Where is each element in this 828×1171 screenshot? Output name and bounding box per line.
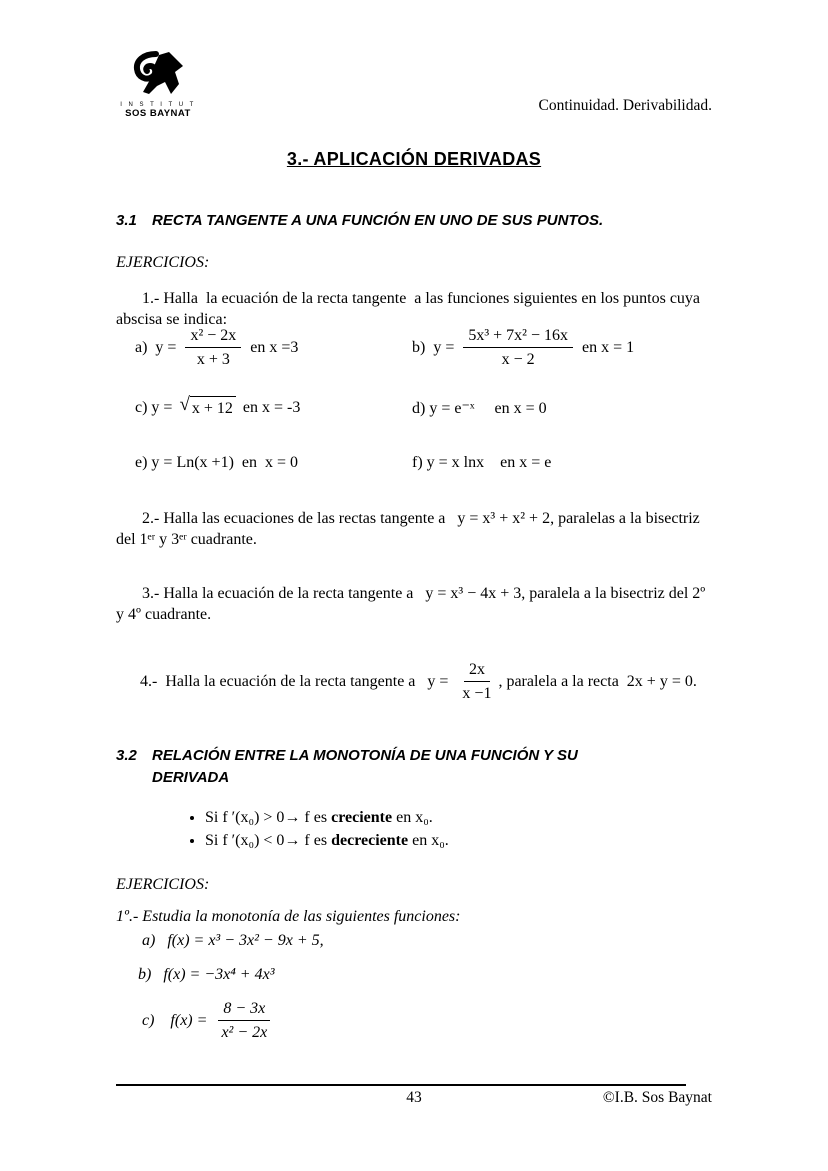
exercise-item-a xyxy=(135,326,395,369)
fraction-denominator: x + 3 xyxy=(196,351,230,368)
rule-keyword: decreciente xyxy=(331,832,409,849)
exercise-3: 3.- Halla la ecuación de la recta tangente a y = x³ − 4x + 3, paralela a la bisectriz del 2º y 4º cuadrante. xyxy=(116,585,710,623)
logo-text-institut: I N S T I T U T xyxy=(120,102,196,108)
fraction xyxy=(216,999,272,1042)
section-number: 3.2 xyxy=(116,747,137,764)
footer-divider xyxy=(116,1084,686,1086)
monotonia-item-c xyxy=(116,999,738,1042)
rule-pre: Si f ′(x₀) < 0→ f es xyxy=(205,832,332,849)
square-root xyxy=(179,396,235,418)
page-title xyxy=(0,149,828,170)
copyright-notice: ©I.B. Sos Baynat xyxy=(602,1089,712,1106)
section-number: 3.1 xyxy=(116,212,137,229)
exercise-item-e: e) y = Ln(x +1) en x = 0 xyxy=(135,454,299,471)
exercise-2: 2.- Halla las ecuaciones de las rectas tangente a y = x³ + x² + 2, paralelas a la bisectriz del 1ᵉʳ y 3ᵉʳ cuadrante. xyxy=(116,510,704,548)
exercise-4 xyxy=(116,660,712,703)
item-a-prefix: a) y = xyxy=(135,339,177,356)
rule-post: en x₀. xyxy=(408,832,449,849)
page-title-text: 3.- APLICACIÓN DERIVADAS xyxy=(286,149,542,169)
rule-creciente xyxy=(205,806,801,829)
item-b-prefix: b) y = xyxy=(412,339,455,356)
exercise-item-b xyxy=(412,326,712,369)
page-number: 43 xyxy=(406,1089,422,1106)
radicand: x + 12 xyxy=(190,396,236,418)
monotonia-rules-list xyxy=(116,806,801,852)
rule-pre: Si f ′(x₀) > 0→ f es xyxy=(205,809,332,826)
rule-keyword: creciente xyxy=(331,809,393,826)
running-header: Continuidad. Derivabilidad. xyxy=(538,97,712,114)
item-a-suffix: en x =3 xyxy=(250,339,299,356)
fraction-numerator: 2x xyxy=(464,660,490,682)
item-c-prefix: c) y = xyxy=(135,398,173,416)
exercise-4-suffix: , paralela a la recta 2x + y = 0. xyxy=(498,673,697,690)
fraction-denominator: x² − 2x xyxy=(221,1024,268,1041)
fraction-numerator: 8 − 3x xyxy=(218,999,270,1021)
ejercicios-label-1: EJERCICIOS: xyxy=(116,254,210,271)
fraction-denominator: x −1 xyxy=(462,685,492,702)
item-c2-prefix: c) f(x) = xyxy=(142,1012,208,1029)
exercise-4-prefix: 4.- Halla la ecuación de la recta tangente a y = xyxy=(140,673,449,690)
exercise-item-d: d) y = e⁻ˣ en x = 0 xyxy=(412,400,547,417)
monotonia-item-a: a) f(x) = x³ − 3x² − 9x + 5, xyxy=(142,932,324,949)
section-title-line-1: RELACIÓN ENTRE LA MONOTONÍA DE UNA FUNCIÓN Y SU xyxy=(152,747,578,764)
ram-logo-icon xyxy=(131,50,185,96)
section-title: RECTA TANGENTE A UNA FUNCIÓN EN UNO DE SUS PUNTOS. xyxy=(152,212,604,229)
ejercicios-label-2: EJERCICIOS: xyxy=(116,876,210,893)
section-3-1-heading xyxy=(116,210,712,232)
exercise-1-intro: 1.- Halla la ecuación de la recta tangente a las funciones siguientes en los puntos cuya abscisa se indica: xyxy=(116,290,705,328)
section-title-line-2: DERIVADA xyxy=(152,769,230,786)
section-title xyxy=(152,745,578,789)
exercise-item-c xyxy=(135,396,395,418)
fraction xyxy=(185,326,241,369)
radical-icon: √ xyxy=(179,394,190,415)
fraction xyxy=(463,326,573,369)
item-c-suffix: en x = -3 xyxy=(242,398,301,416)
fraction-denominator: x − 2 xyxy=(501,351,535,368)
exercise-item-f: f) y = x lnx en x = e xyxy=(412,454,552,471)
footer xyxy=(116,1089,712,1109)
item-b-suffix: en x = 1 xyxy=(582,339,635,356)
fraction-numerator: 5x³ + 7x² − 16x xyxy=(463,326,573,348)
monotonia-item-b: b) f(x) = −3x⁴ + 4x³ xyxy=(138,966,275,983)
monotonia-intro: 1º.- Estudia la monotonía de las siguientes funciones: xyxy=(116,908,461,925)
section-3-2-heading xyxy=(116,745,712,789)
rule-decreciente xyxy=(205,829,801,852)
logo-text-sos-baynat: SOS BAYNAT xyxy=(125,108,191,119)
fraction xyxy=(457,660,496,703)
fraction-numerator: x² − 2x xyxy=(185,326,241,348)
rule-post: en x₀. xyxy=(392,809,433,826)
